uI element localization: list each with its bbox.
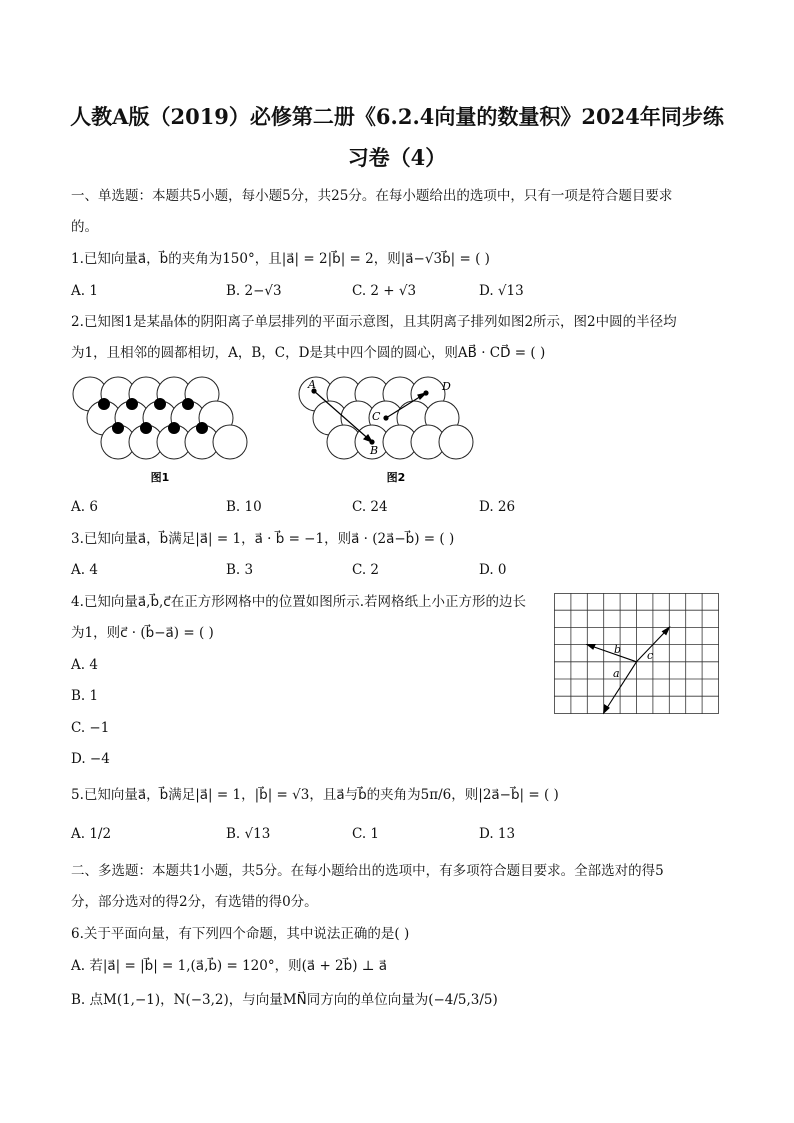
q2-option-b: B. 10 <box>226 499 262 515</box>
question-4-stem-line1: 4.已知向量a⃗,b⃗,c⃗在正方形网格中的位置如图所示.若网格纸上小正方形的边长 <box>71 594 527 610</box>
page-title-line1: 人教A版（2019）必修第二册《6.2.4向量的数量积》2024年同步练 <box>70 104 724 129</box>
q1-option-a: A. 1 <box>71 283 98 299</box>
label-b: B <box>370 444 379 457</box>
q4-option-b: B. 1 <box>71 688 99 704</box>
q3-option-b: B. 3 <box>226 562 254 578</box>
q6-option-b: B. 点M(1,−1)，N(−3,2)，与向量MN⃗同方向的单位向量为(−4/5,3/5) <box>71 992 498 1008</box>
section2-header-line1: 二、多选题：本题共1小题，共5分。在每小题给出的选项中，有多项符合题目要求。全部选对的得5 <box>71 863 664 879</box>
q5-option-b: B. √13 <box>226 826 271 842</box>
q3-option-d: D. 0 <box>479 562 507 578</box>
q4-option-a: A. 4 <box>71 657 98 673</box>
vector-c-label: c <box>647 649 654 662</box>
q5-option-d: D. 13 <box>479 826 516 842</box>
question-6-stem: 6.关于平面向量，有下列四个命题，其中说法正确的是( ) <box>71 926 410 942</box>
figure-1-caption: 图1 <box>150 471 170 484</box>
q1-option-d: D. √13 <box>479 283 524 299</box>
figure-vector-grid <box>554 593 720 715</box>
q5-option-a: A. 1/2 <box>71 826 112 842</box>
q3-option-c: C. 2 <box>352 562 380 578</box>
figure-1-ion-arrangement <box>70 374 250 484</box>
q2-option-d: D. 26 <box>479 499 516 515</box>
vector-b-label: b <box>614 643 622 656</box>
q2-option-c: C. 24 <box>352 499 388 515</box>
label-c: C <box>372 410 381 423</box>
question-5-stem: 5.已知向量a⃗，b⃗满足|a⃗| = 1，|b⃗| = √3，且a⃗与b⃗的夹角为5π/6，则|2a⃗−b⃗| = ( ) <box>71 787 559 803</box>
q5-option-c: C. 1 <box>352 826 380 842</box>
q2-option-a: A. 6 <box>71 499 98 515</box>
page-title-line2: 习卷（4） <box>347 145 447 170</box>
figure-2-anion-arrangement <box>296 374 476 484</box>
label-a: A <box>308 378 316 391</box>
question-2-stem-line2: 为1，且相邻的圆都相切，A，B，C，D是其中四个圆的圆心，则AB⃗ · CD⃗ = ( ) <box>71 345 546 361</box>
section1-header-line1: 一、单选题：本题共5小题，每小题5分，共25分。在每小题给出的选项中，只有一项是符合题目要求 <box>71 188 673 204</box>
question-2-stem-line1: 2.已知图1是某晶体的阴阳离子单层排列的平面示意图，且其阴离子排列如图2所示，图2中圆的半径均 <box>71 314 677 330</box>
q1-option-c: C. 2 + √3 <box>352 283 417 299</box>
question-3-stem: 3.已知向量a⃗，b⃗满足|a⃗| = 1，a⃗ · b⃗ = −1，则a⃗ · (2a⃗−b⃗) = ( ) <box>71 531 455 547</box>
figure-2-caption: 图2 <box>386 471 406 484</box>
section2-header-line2: 分，部分选对的得2分，有选错的得0分。 <box>71 894 318 910</box>
question-1-stem: 1.已知向量a⃗，b⃗的夹角为150°，且|a⃗| = 2|b⃗| = 2，则|a⃗−√3b⃗| = ( ) <box>71 251 490 267</box>
q4-option-d: D. −4 <box>71 751 110 767</box>
vector-a-label: a <box>613 667 620 680</box>
q4-option-c: C. −1 <box>71 720 110 736</box>
question-4-stem-line2: 为1，则c⃗ · (b⃗−a⃗) = ( ) <box>71 625 214 641</box>
q6-option-a: A. 若|a⃗| = |b⃗| = 1,(a⃗,b⃗) = 120°，则(a⃗ + 2b⃗) ⊥ a⃗ <box>71 958 388 974</box>
q3-option-a: A. 4 <box>71 562 98 578</box>
q1-option-b: B. 2−√3 <box>226 283 282 299</box>
section1-header-line2: 的。 <box>71 219 98 235</box>
label-d: D <box>442 380 451 393</box>
